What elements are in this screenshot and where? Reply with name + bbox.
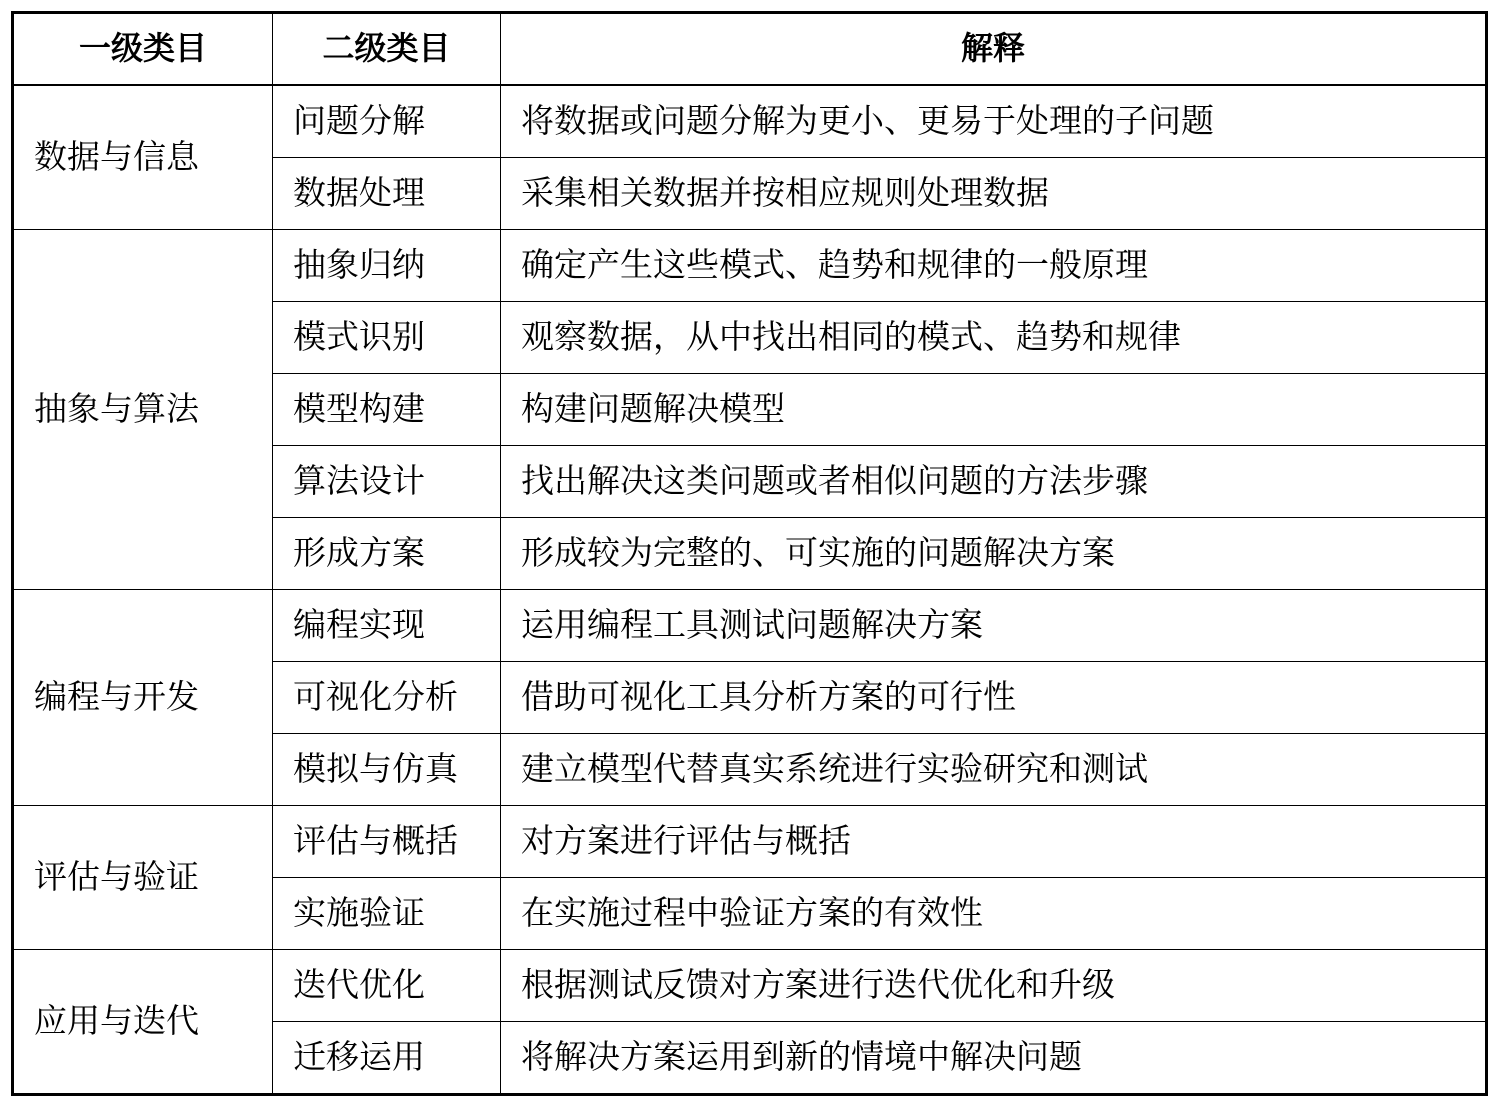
explanation-cell: 找出解决这类问题或者相似问题的方法步骤: [501, 446, 1487, 518]
explanation-cell: 将数据或问题分解为更小、更易于处理的子问题: [501, 85, 1487, 158]
table-row: [13, 230, 1487, 302]
secondary-category-cell: 数据处理: [273, 158, 501, 230]
explanation-cell: 确定产生这些模式、趋势和规律的一般原理: [501, 230, 1487, 302]
explanation-cell: 将解决方案运用到新的情境中解决问题: [501, 1022, 1487, 1095]
secondary-category-cell: 形成方案: [273, 518, 501, 590]
explanation-cell: 借助可视化工具分析方案的可行性: [501, 662, 1487, 734]
primary-category-cell: 应用与迭代: [13, 950, 273, 1095]
secondary-category-cell: 评估与概括: [273, 806, 501, 878]
header-primary-category: 一级类目: [13, 13, 273, 86]
primary-category-cell: 编程与开发: [13, 590, 273, 806]
explanation-cell: 构建问题解决模型: [501, 374, 1487, 446]
secondary-category-cell: 迁移运用: [273, 1022, 501, 1095]
secondary-category-cell: 算法设计: [273, 446, 501, 518]
explanation-cell: 观察数据，从中找出相同的模式、趋势和规律: [501, 302, 1487, 374]
explanation-cell: 建立模型代替真实系统进行实验研究和测试: [501, 734, 1487, 806]
secondary-category-cell: 迭代优化: [273, 950, 501, 1022]
secondary-category-cell: 问题分解: [273, 85, 501, 158]
explanation-cell: 在实施过程中验证方案的有效性: [501, 878, 1487, 950]
category-table: [11, 11, 1488, 1096]
explanation-cell: 对方案进行评估与概括: [501, 806, 1487, 878]
table-row: [13, 590, 1487, 662]
secondary-category-cell: 模拟与仿真: [273, 734, 501, 806]
secondary-category-cell: 模式识别: [273, 302, 501, 374]
category-table-container: [11, 11, 1485, 1096]
header-explanation: 解释: [501, 13, 1487, 86]
secondary-category-cell: 实施验证: [273, 878, 501, 950]
secondary-category-cell: 可视化分析: [273, 662, 501, 734]
primary-category-cell: 数据与信息: [13, 85, 273, 230]
explanation-cell: 采集相关数据并按相应规则处理数据: [501, 158, 1487, 230]
table-row: [13, 806, 1487, 878]
header-secondary-category: 二级类目: [273, 13, 501, 86]
table-body: [13, 85, 1487, 1095]
table-row: [13, 85, 1487, 158]
secondary-category-cell: 模型构建: [273, 374, 501, 446]
table-row: [13, 950, 1487, 1022]
table-header: [13, 13, 1487, 86]
secondary-category-cell: 编程实现: [273, 590, 501, 662]
explanation-cell: 形成较为完整的、可实施的问题解决方案: [501, 518, 1487, 590]
explanation-cell: 根据测试反馈对方案进行迭代优化和升级: [501, 950, 1487, 1022]
primary-category-cell: 评估与验证: [13, 806, 273, 950]
header-row: [13, 13, 1487, 86]
primary-category-cell: 抽象与算法: [13, 230, 273, 590]
secondary-category-cell: 抽象归纳: [273, 230, 501, 302]
explanation-cell: 运用编程工具测试问题解决方案: [501, 590, 1487, 662]
